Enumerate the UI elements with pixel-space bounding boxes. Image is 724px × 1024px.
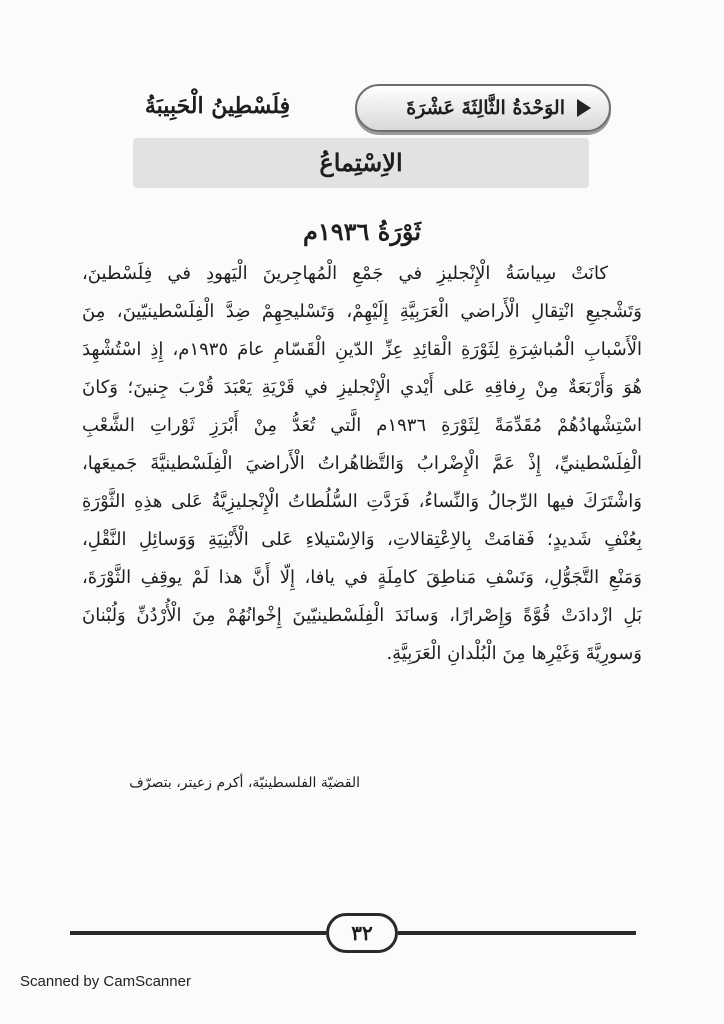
body-line: اسْتِشْهادُهُمْ مُقَدِّمَةً لِثَوْرَةِ ١٩٣٦م الَّتي تُعَدُّ مِنْ أَبْرَزِ ثَوْراتِ الشَّعْبِ (82, 415, 642, 436)
scan-watermark: Scanned by CamScanner (20, 973, 191, 990)
unit-badge (355, 84, 611, 132)
page-number: ٣٢ (326, 913, 398, 953)
body-line: الْفِلَسْطينيِّ، إِذْ عَمَّ الْإِضْرابُ وَالتَّظاهُراتُ الْأَراضيَ الْفِلَسْطينيَّةَ جَميعَها، (82, 453, 642, 474)
body-line: الْأَسْبابِ الْمُباشِرَةِ لِثَوْرَةِ الْقائِدِ عِزِّ الدّينِ الْقَسّامِ عامَ ١٩٣٥م، إِذِ اسْتُشْهِدَ (82, 339, 642, 360)
play-arrow-icon (577, 99, 591, 117)
body-line: وَمَنْعِ التَّجَوُّلِ، وَنَسْفِ مَناطِقَ كامِلَةٍ في يافا، إِلّا أَنَّ هذا لَمْ يوقِفِ الثَّوْرَةَ، (82, 567, 642, 588)
body-line: هُوَ وَأَرْبَعَةٌ مِنْ رِفاقِهِ عَلى أَيْدي الْإِنْجليزِ في قَرْيَةِ يَعْبَدَ قُرْبَ جِنينَ؛ وَكانَ (82, 377, 642, 398)
body-line: بَلِ ازْدادَتْ قُوَّةً وَإِصْرارًا، وَسانَدَ الْفِلَسْطينيّينَ إِخْوانُهُمْ مِنَ الْأُرْدُنِّ وَلُبْنانَ (82, 605, 642, 626)
unit-title: فِلَسْطِينُ الْحَبِيبَةُ (144, 93, 291, 119)
body-line: كانَتْ سِياسَةُ الْإِنْجليزِ في جَمْعِ الْمُهاجِرينَ الْيَهودِ في فِلَسْطينَ، (82, 263, 608, 284)
article-title: ثَوْرَةُ ١٩٣٦م (302, 217, 422, 246)
section-banner (133, 138, 589, 188)
unit-label: الوَحْدَةُ الثَّالِثَةَ عَشْرَةَ (406, 97, 565, 119)
body-line: وَتَشْجيعِ انْتِقالِ الْأَراضي الْعَرَبِيَّةِ إِلَيْهِمْ، وَتَسْليحِهِمْ ضِدَّ الْفِلَسْطينيّينَ، مِنَ (82, 301, 642, 322)
section-title: الاِسْتِماعُ (319, 148, 403, 177)
footer-divider-left (70, 931, 326, 935)
body-line: وَاشْتَرَكَ فيها الرِّجالُ وَالنِّساءُ، فَرَدَّتِ السُّلُطاتُ الْإِنْجليزِيَّةُ عَلى هذِهِ الثَّوْرَةِ (82, 491, 642, 512)
source-citation: القضيّة الفلسطينيّة، أكرم زعيتر، بتصرّف (129, 775, 360, 791)
body-line: وَسورِيَّةَ وَغَيْرِها مِنَ الْبُلْدانِ الْعَرَبِيَّةِ. (386, 643, 642, 664)
body-line: بِعُنْفٍ شَديدٍ؛ فَقامَتْ بِالاِعْتِقالاتِ، وَالاِسْتيلاءِ عَلى الْأَبْنِيَةِ وَوَسائِلِ النَّقْلِ، (82, 529, 642, 550)
footer-divider-right (398, 931, 636, 935)
article-body (82, 255, 642, 673)
